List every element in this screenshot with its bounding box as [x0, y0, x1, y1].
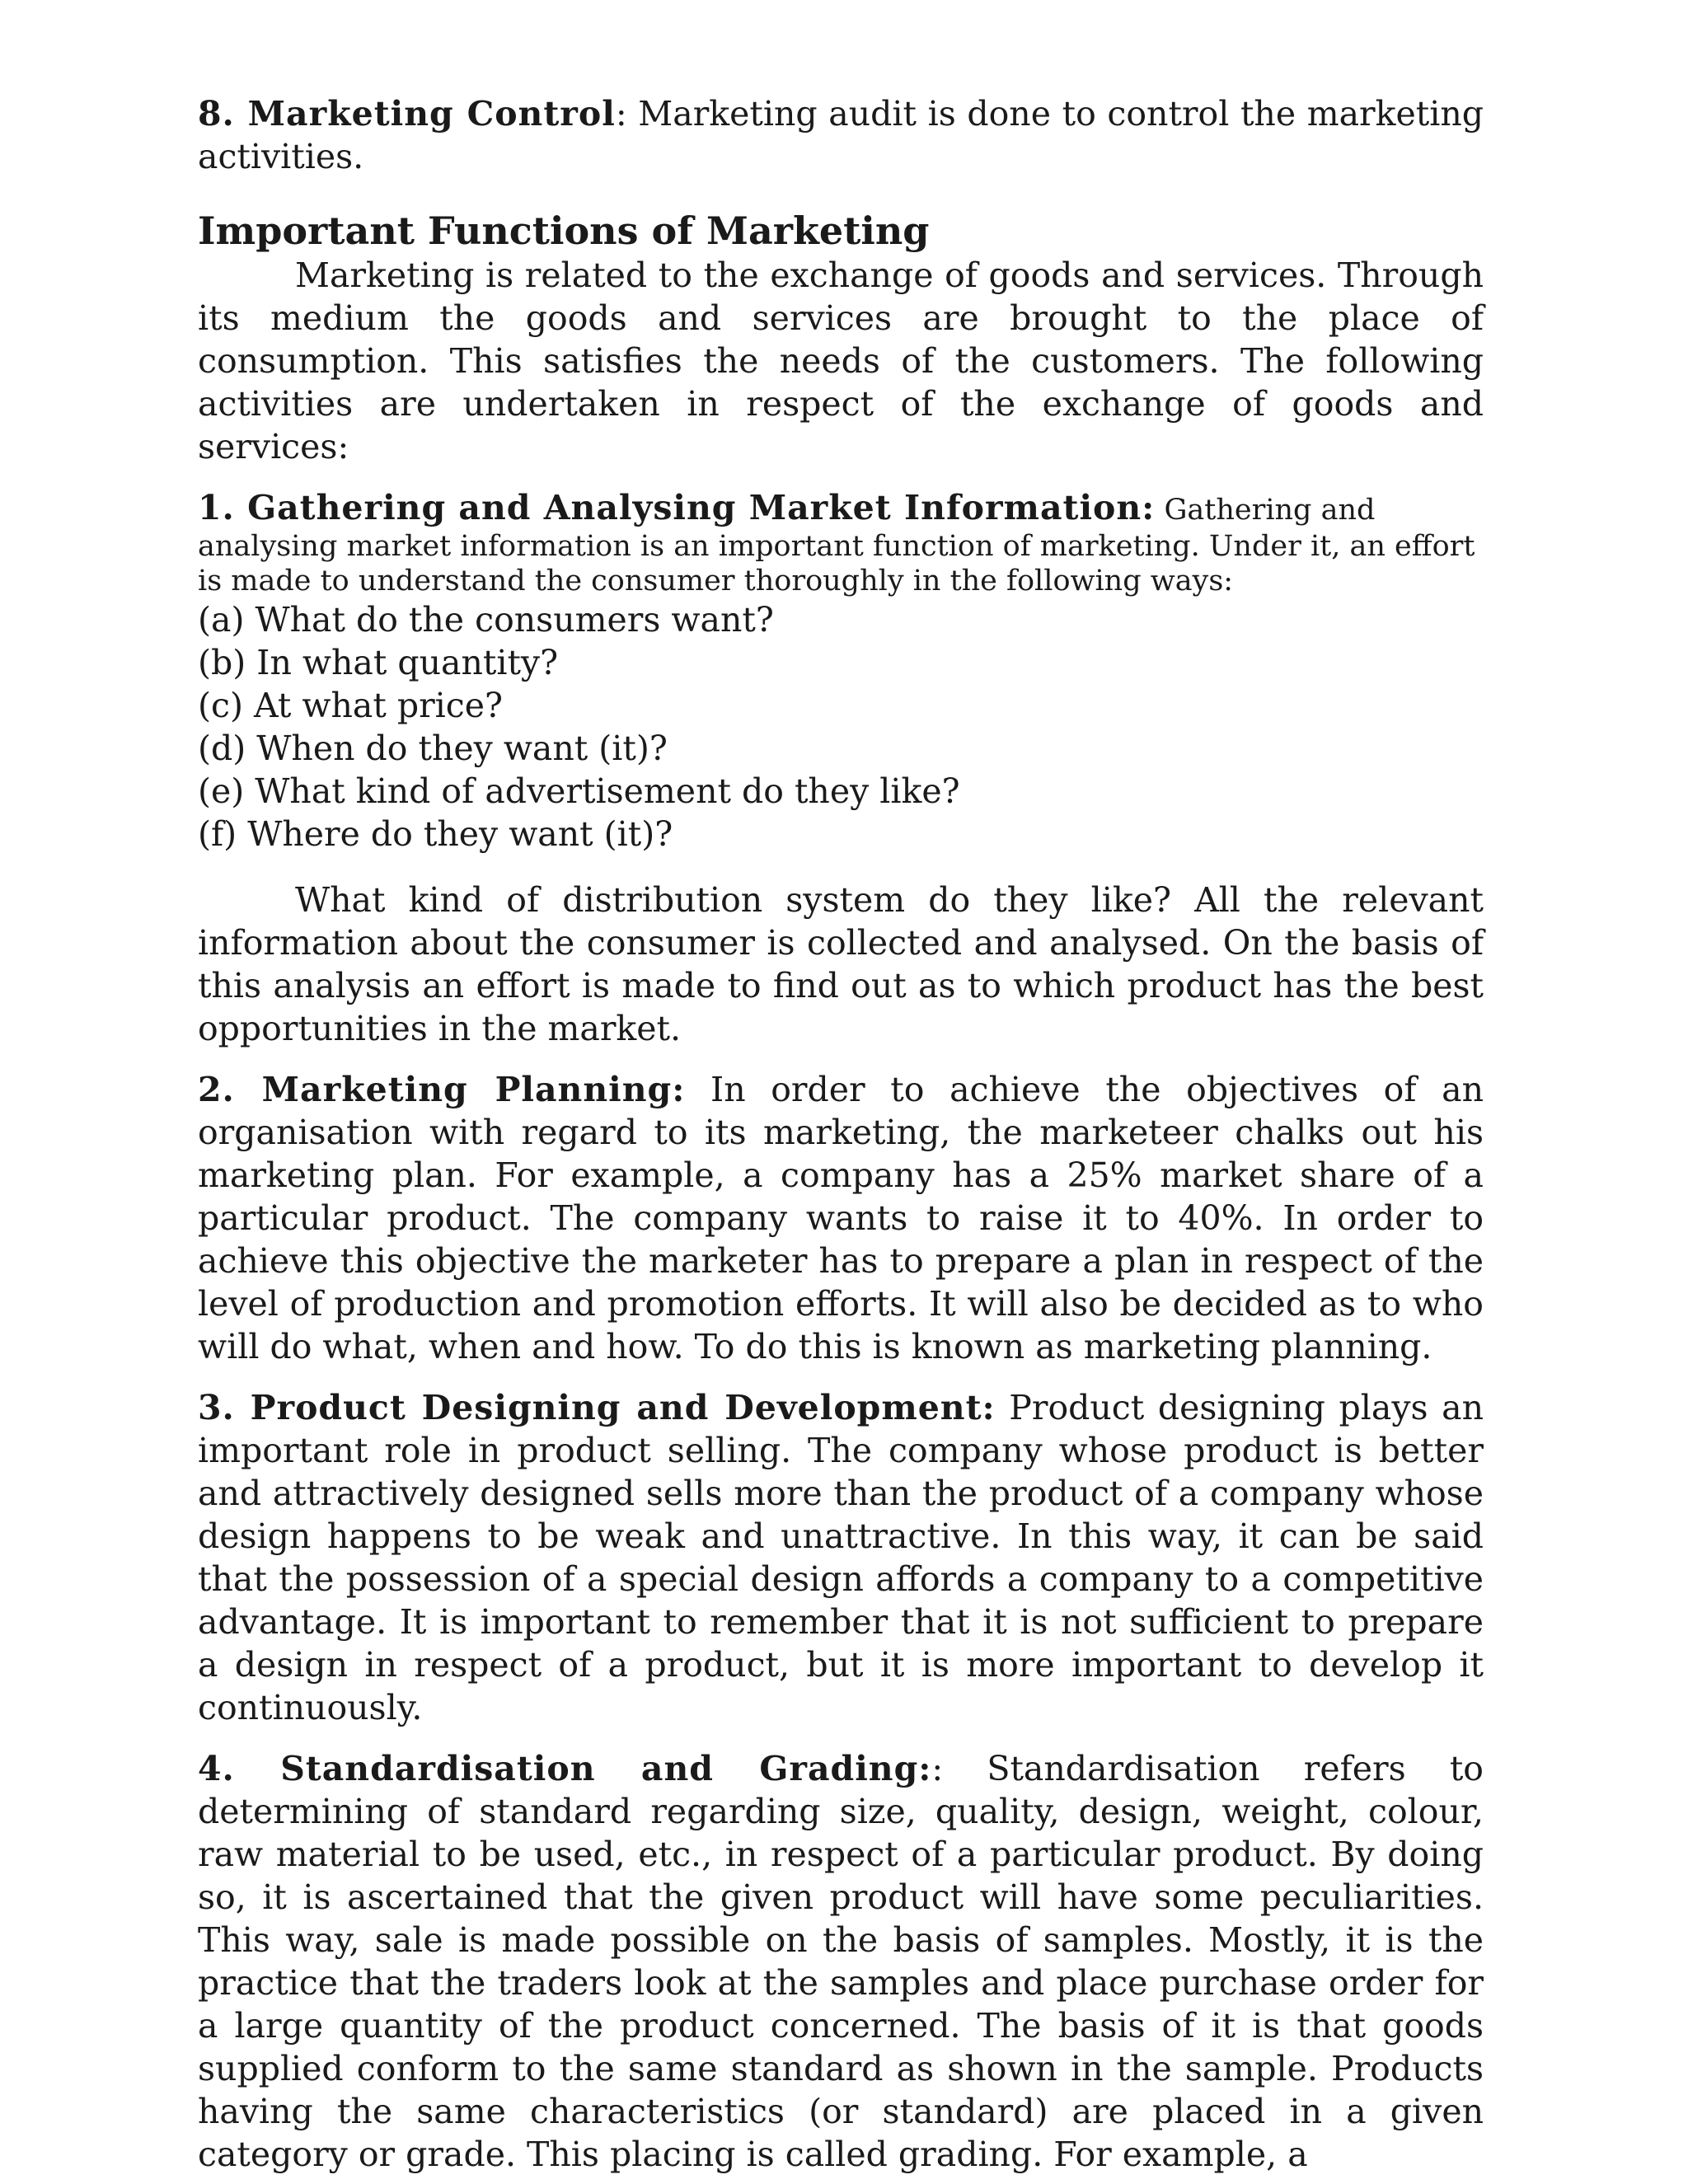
function-2-heading: 2. Marketing Planning:	[198, 1070, 686, 1109]
list-item: (c) At what price?	[198, 686, 504, 725]
intro-paragraph: Marketing is related to the exchange of goods and services. Through its medium the goods and services are brought to the place of consumption. This satisfies the needs of the customers. The following activities are undertaken in respect of the exchange of goods and services:	[198, 255, 1484, 466]
list-item: (d) When do they want (it)?	[198, 729, 668, 768]
function-1-heading: 1. Gathering and Analysing Market Information:	[198, 488, 1156, 527]
function-3-heading: 3. Product Designing and Development:	[198, 1388, 996, 1427]
list-item: (b) In what quantity?	[198, 643, 559, 682]
function-3-text: Product designing plays an important role in product selling. The company whose product is better and attractively designed sells more than the product of a company whose design happens to be weak and unattractive. In this way, it can be said that the possession of a special design affords a company to a competitive advantage. It is important to remember that it is not sufficient to prepare a design in respect of a product, but it is more important to develop it continuously.	[198, 1388, 1484, 1727]
function-4-paragraph	[198, 1747, 1484, 2176]
function-2-text: In order to achieve the objectives of an organisation with regard to its marketing, the marketeer chalks out his marketing plan. For example, a company has a 25% market share of a particular product. The company wants to raise it to 40%. In order to achieve this objective the marketer has to prepare a plan in respect of the level of production and promotion efforts. It will also be decided as to who will do what, when and how. To do this is known as marketing planning.	[198, 1070, 1484, 1366]
list-item: (a) What do the consumers want?	[198, 600, 774, 640]
document-page	[198, 92, 1484, 2176]
consumer-questions-list	[198, 598, 1484, 855]
section-8-text: : Marketing audit is done to control the marketing activities.	[198, 94, 1484, 176]
list-item: (f) Where do they want (it)?	[198, 814, 673, 854]
function-1-followup-paragraph: What kind of distribution system do they like? All the relevant information about the consumer is collected and analysed. On the basis of this analysis an effort is made to find out as to which product has the best opportunities in the market.	[198, 880, 1484, 1048]
function-3-paragraph	[198, 1386, 1484, 1729]
page-title: Important Functions of Marketing	[198, 209, 930, 253]
function-4-heading: 4. Standardisation and Grading:	[198, 1749, 932, 1788]
section-8-paragraph	[198, 92, 1484, 178]
function-4-text: : Standardisation refers to determining of standard regarding size, quality, design, weight, colour, raw material to be used, etc., in respect of a particular product. By doing so, it is ascertained that the given product will have some peculiarities. This way, sale is made possible on the basis of samples. Mostly, it is the practice that the traders look at the samples and place purchase order for a large quantity of the product concerned. The basis of it is that goods supplied conform to the same standard as shown in the sample. Products having the same characteristics (or standard) are placed in a given category or grade. This placing is called grading. For example, a	[198, 1749, 1484, 2174]
function-2-paragraph	[198, 1068, 1484, 1368]
list-item: (e) What kind of advertisement do they like?	[198, 771, 960, 811]
function-1-paragraph	[198, 486, 1484, 598]
function-1-text: Gathering and analysing market information is an important function of marketing. Under it, an effort is made to understand the consumer thoroughly in the following ways:	[198, 494, 1475, 598]
section-8-heading: 8. Marketing Control	[198, 94, 616, 134]
